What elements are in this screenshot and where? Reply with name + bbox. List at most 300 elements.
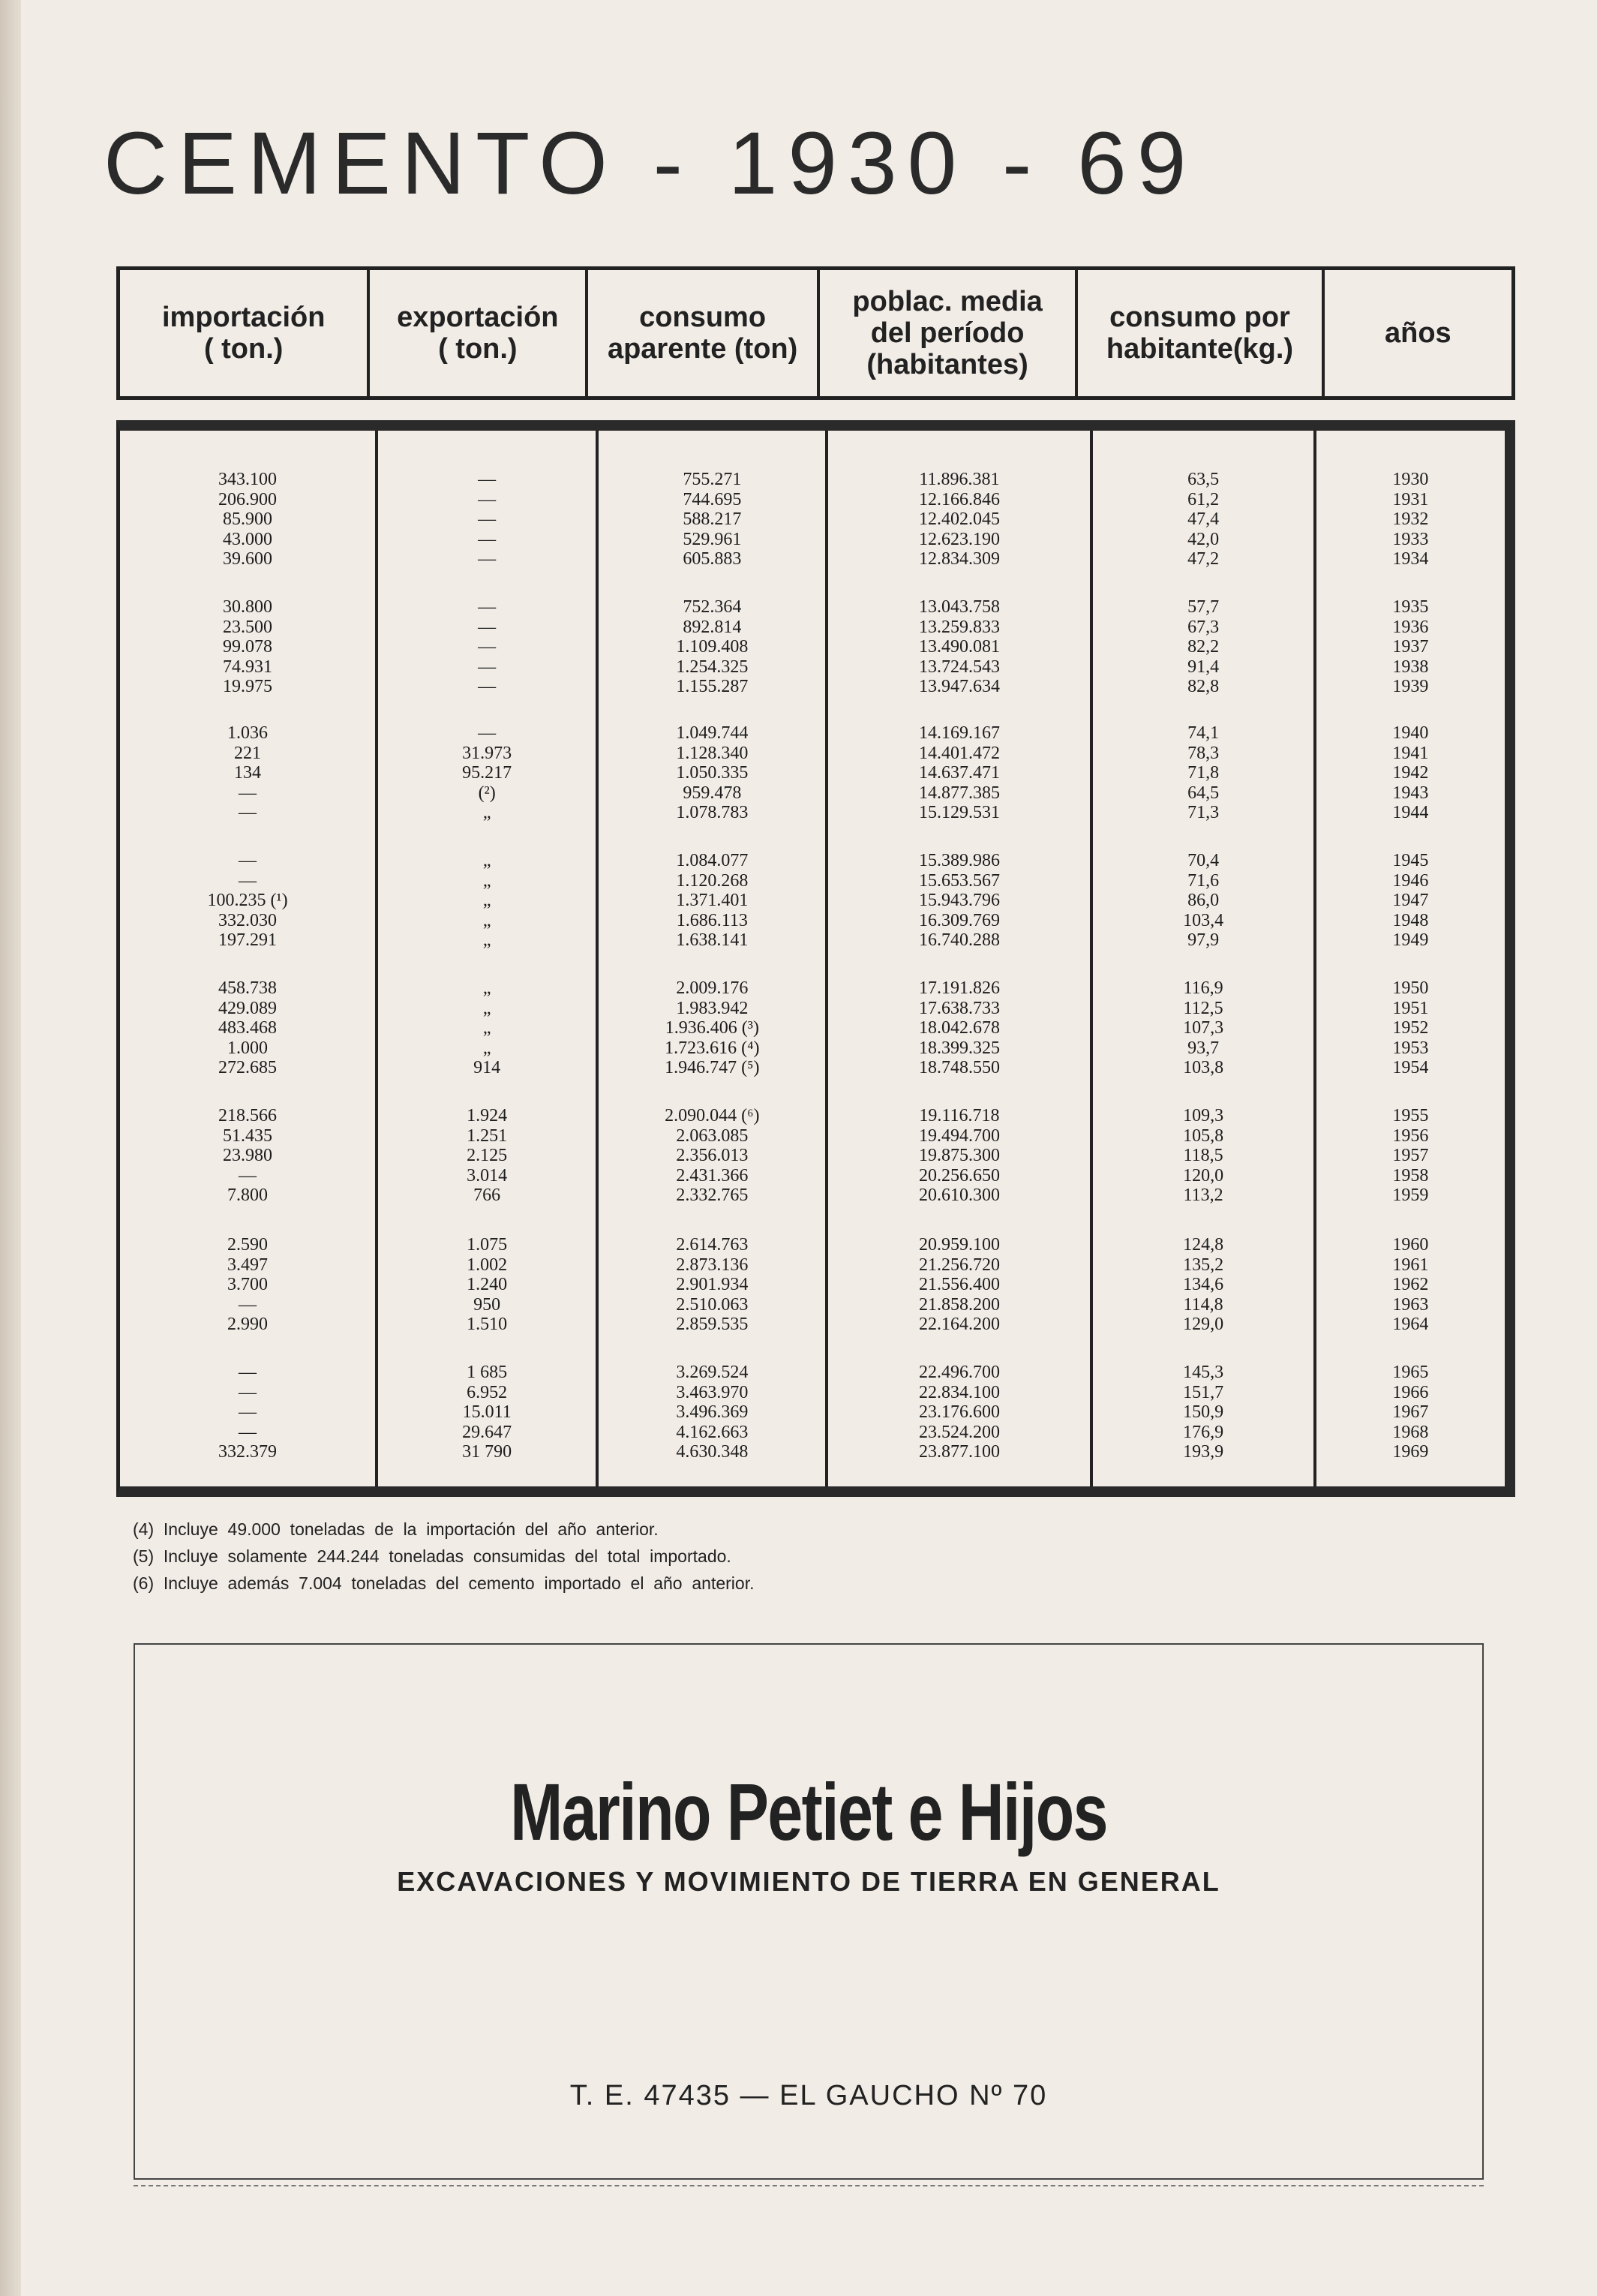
table-cell: 23.500 [223, 617, 273, 637]
table-cell: 1.000 [227, 1038, 269, 1058]
year-block [599, 1235, 825, 1335]
table-cell: — [478, 657, 497, 677]
table-cell: 71,3 [1187, 803, 1220, 822]
table-cell: 1931 [1392, 489, 1429, 509]
year-block [599, 1363, 825, 1462]
table-cell: „ [482, 910, 491, 930]
table-cell: — [478, 489, 497, 509]
year-block [1093, 597, 1313, 697]
table-cell: 47,2 [1187, 549, 1220, 569]
header-consumo-aparente: consumo aparente (ton) [588, 270, 820, 396]
table-cell: 1952 [1392, 1018, 1429, 1038]
table-cell: „ [482, 978, 491, 998]
table-cell: 12.834.309 [918, 549, 1000, 569]
table-cell: 1.946.747 (⁵) [665, 1058, 760, 1077]
table-cell: 1938 [1392, 657, 1429, 677]
table-cell: 93,7 [1187, 1038, 1220, 1058]
table-cell: — [239, 1165, 257, 1186]
table-cell: 1933 [1392, 529, 1429, 549]
table-cell: „ [482, 851, 491, 870]
table-cell: 343.100 [218, 470, 278, 489]
year-block [1093, 1106, 1313, 1206]
year-block [828, 851, 1090, 951]
year-block [1093, 1235, 1313, 1335]
year-block [1093, 470, 1313, 569]
table-cell: 12.166.846 [918, 489, 1000, 509]
table-cell: 2.510.063 [676, 1294, 749, 1315]
table-cell: 744.695 [683, 489, 742, 509]
year-block [1316, 597, 1505, 697]
table-cell: 16.309.769 [918, 910, 1000, 930]
table-cell: 1944 [1392, 803, 1429, 822]
year-block [378, 470, 596, 569]
table-cell: 71,8 [1187, 763, 1220, 783]
table-cell: — [239, 1422, 257, 1442]
table-cell: „ [482, 998, 491, 1018]
table-cell: 15.011 [462, 1402, 512, 1422]
table-cell: 197.291 [218, 930, 278, 950]
year-block [599, 597, 825, 697]
table-cell: 15.389.986 [918, 851, 1000, 870]
table-cell: — [239, 851, 257, 870]
table-cell: 57,7 [1187, 597, 1220, 617]
table-cell: 39.600 [223, 549, 273, 569]
table-cell: 1967 [1392, 1402, 1429, 1422]
table-cell: 193,9 [1183, 1442, 1224, 1462]
table-cell: 151,7 [1183, 1382, 1224, 1402]
table-cell: 1.251 [467, 1125, 508, 1146]
table-cell: 22.834.100 [918, 1382, 1000, 1402]
year-block [120, 597, 375, 697]
table-cell: 20.610.300 [918, 1186, 1000, 1205]
table-cell: 1943 [1392, 783, 1429, 803]
table-cell: 1.510 [467, 1315, 508, 1334]
table-cell: 1946 [1392, 870, 1429, 891]
table-cell: 2.009.176 [676, 978, 749, 998]
table-cell: 766 [473, 1186, 501, 1205]
advertisement-box [134, 1643, 1484, 2180]
table-cell: 892.814 [683, 617, 742, 637]
table-cell: 1.084.077 [676, 851, 749, 870]
table-cell: 1954 [1392, 1058, 1429, 1077]
table-cell: 15.129.531 [918, 803, 1000, 822]
table-cell: 51.435 [223, 1125, 273, 1146]
table-cell: „ [482, 930, 491, 950]
table-cell: 3.497 [227, 1255, 269, 1275]
table-cell: 12.623.190 [918, 529, 1000, 549]
table-cell: 1940 [1392, 723, 1429, 743]
column-anos [1316, 431, 1505, 1486]
table-cell: — [478, 637, 497, 657]
table-cell: „ [482, 803, 491, 822]
table-cell: 1.686.113 [676, 910, 748, 930]
table-cell: 1950 [1392, 978, 1429, 998]
table-cell: 135,2 [1183, 1255, 1224, 1275]
year-block [828, 597, 1090, 697]
table-cell: 914 [473, 1058, 501, 1077]
table-cell: 1937 [1392, 637, 1429, 657]
table-cell: 2.614.763 [676, 1235, 749, 1255]
year-block [1316, 470, 1505, 569]
table-cell: 1.983.942 [676, 998, 749, 1018]
year-block [378, 1235, 596, 1335]
year-block [1093, 723, 1313, 823]
table-cell: 3.700 [227, 1275, 269, 1294]
table-cell: 6.952 [467, 1382, 508, 1402]
table-cell: 1 685 [467, 1363, 508, 1382]
year-block [120, 1235, 375, 1335]
table-cell: 1.371.401 [676, 891, 749, 910]
year-block [1093, 851, 1313, 951]
table-cell: 61,2 [1187, 489, 1220, 509]
table-cell: — [478, 617, 497, 637]
table-cell: — [239, 803, 257, 822]
table-cell: 1959 [1392, 1186, 1429, 1205]
table-cell: 22.164.200 [918, 1315, 1000, 1334]
table-cell: 13.490.081 [918, 637, 1000, 657]
header-exportacion: exportación ( ton.) [370, 270, 588, 396]
table-cell: 14.637.471 [918, 763, 1000, 783]
table-header [116, 266, 1515, 400]
column-consumo-por-habitante [1093, 431, 1316, 1486]
table-cell: 31.973 [462, 743, 512, 763]
table-cell: — [239, 1294, 257, 1315]
table-cell: 91,4 [1187, 657, 1220, 677]
column-consumo [599, 431, 828, 1486]
dashed-divider [134, 2185, 1484, 2186]
table-cell: — [239, 1382, 257, 1402]
table-cell: 2.332.765 [676, 1186, 749, 1205]
year-block [120, 723, 375, 823]
table-cell: 1.240 [467, 1275, 508, 1294]
table-cell: 588.217 [683, 509, 742, 529]
table-cell: 458.738 [218, 978, 278, 998]
table-cell: 755.271 [683, 470, 742, 489]
table-cell: 31 790 [462, 1442, 512, 1462]
table-cell: 1.049.744 [676, 723, 749, 743]
table-cell: — [478, 677, 497, 696]
table-cell: — [478, 723, 497, 743]
table-cell: 18.042.678 [918, 1018, 1000, 1038]
table-cell: 21.858.200 [918, 1294, 1000, 1315]
table-cell: 134 [234, 763, 262, 783]
year-block [120, 470, 375, 569]
table-cell: 3.269.524 [676, 1363, 749, 1382]
table-cell: 120,0 [1183, 1165, 1224, 1186]
table-cell: 23.877.100 [918, 1442, 1000, 1462]
table-cell: 1966 [1392, 1382, 1429, 1402]
year-block [1093, 978, 1313, 1078]
table-cell: 82,8 [1187, 677, 1220, 696]
table-cell: — [478, 470, 497, 489]
table-cell: 1955 [1392, 1106, 1429, 1125]
table-cell: 17.191.826 [918, 978, 1000, 998]
table-cell: 13.947.634 [918, 677, 1000, 696]
table-cell: 29.647 [462, 1422, 512, 1442]
table-cell: 1969 [1392, 1442, 1429, 1462]
table-cell: 1962 [1392, 1275, 1429, 1294]
table-cell: 1951 [1392, 998, 1429, 1018]
table-cell: 176,9 [1183, 1422, 1224, 1442]
table-cell: 20.256.650 [918, 1165, 1000, 1186]
table-cell: 19.116.718 [919, 1106, 1000, 1125]
table-cell: 332.379 [218, 1442, 278, 1462]
table-cell: 1.128.340 [676, 743, 749, 763]
table-cell: 1930 [1392, 470, 1429, 489]
table-cell: 1945 [1392, 851, 1429, 870]
table-cell: 23.524.200 [918, 1422, 1000, 1442]
table-cell: 2.590 [227, 1235, 269, 1255]
table-cell: 145,3 [1183, 1363, 1224, 1382]
year-block [120, 1363, 375, 1462]
table-cell: 14.169.167 [918, 723, 1000, 743]
table-cell: 17.638.733 [918, 998, 1000, 1018]
year-block [828, 978, 1090, 1078]
advertiser-name: Marino Petiet e Hijos [510, 1766, 1107, 1857]
table-cell: 1949 [1392, 930, 1429, 950]
table-cell: „ [482, 1038, 491, 1058]
header-poblacion-media: poblac. media del período (habitantes) [820, 270, 1078, 396]
table-cell: 1948 [1392, 910, 1429, 930]
table-cell: 483.468 [218, 1018, 278, 1038]
table-cell: 1.109.408 [676, 637, 749, 657]
table-cell: 18.748.550 [918, 1058, 1000, 1077]
year-block [828, 1235, 1090, 1335]
table-cell: 85.900 [223, 509, 273, 529]
table-cell: 4.630.348 [676, 1442, 749, 1462]
table-cell: 2.125 [467, 1146, 508, 1165]
table-cell: 63,5 [1187, 470, 1220, 489]
table-cell: 1.036 [227, 723, 269, 743]
table-cell: 218.566 [218, 1106, 278, 1125]
table-cell: 752.364 [683, 597, 742, 617]
table-cell: 124,8 [1183, 1235, 1224, 1255]
table-cell: 19.975 [223, 677, 273, 696]
table-cell: 2.873.136 [676, 1255, 749, 1275]
table-cell: 11.896.381 [919, 470, 1000, 489]
year-block [599, 1106, 825, 1206]
table-cell: — [478, 549, 497, 569]
advertiser-tagline: EXCAVACIONES Y MOVIMIENTO DE TIERRA EN GENERAL [397, 1866, 1220, 1897]
table-cell: 97,9 [1187, 930, 1220, 950]
table-cell: 134,6 [1183, 1275, 1224, 1294]
header-anos: años [1385, 317, 1451, 349]
table-cell: — [239, 870, 257, 891]
table-cell: 3.496.369 [676, 1402, 749, 1422]
page-title: CEMENTO - 1930 - 69 [104, 114, 1197, 213]
table-cell: 1.155.287 [676, 677, 749, 696]
table-cell: 1932 [1392, 509, 1429, 529]
year-block [378, 597, 596, 697]
table-cell: — [239, 1363, 257, 1382]
table-cell: 1.254.325 [676, 657, 749, 677]
table-cell: 529.961 [683, 529, 742, 549]
table-cell: 1964 [1392, 1315, 1429, 1334]
table-cell: 1.723.616 (⁴) [665, 1038, 760, 1058]
table-cell: 3.463.970 [676, 1382, 749, 1402]
year-block [378, 723, 596, 823]
year-block [828, 723, 1090, 823]
year-block [828, 1363, 1090, 1462]
table-cell: 221 [234, 743, 262, 763]
table-cell: 206.900 [218, 489, 278, 509]
year-block [1316, 851, 1505, 951]
year-block [378, 1106, 596, 1206]
table-cell: 1957 [1392, 1146, 1429, 1165]
table-cell: „ [482, 1018, 491, 1038]
footnotes [133, 1516, 754, 1597]
table-cell: 13.043.758 [918, 597, 1000, 617]
footnote-6: (6) Incluye además 7.004 toneladas del cemento importado el año anterior. [133, 1573, 755, 1593]
table-cell: 1.075 [467, 1235, 508, 1255]
year-block [1316, 1363, 1505, 1462]
year-block [1316, 1235, 1505, 1335]
page-spine-shadow [0, 0, 21, 2296]
footnote-5: (5) Incluye solamente 244.244 toneladas consumidas del total importado. [133, 1546, 731, 1566]
table-cell: 103,8 [1183, 1058, 1224, 1077]
table-cell: 1947 [1392, 891, 1429, 910]
table-cell: 21.256.720 [918, 1255, 1000, 1275]
table-cell: 116,9 [1183, 978, 1223, 998]
table-cell: — [478, 529, 497, 549]
table-cell: 15.653.567 [918, 870, 1000, 891]
table-cell: 19.875.300 [918, 1146, 1000, 1165]
year-block [378, 851, 596, 951]
table-cell: 12.402.045 [918, 509, 1000, 529]
table-cell: 1965 [1392, 1363, 1429, 1382]
table-cell: 1963 [1392, 1294, 1429, 1315]
table-cell: 43.000 [223, 529, 273, 549]
year-block [599, 851, 825, 951]
table-cell: 20.959.100 [918, 1235, 1000, 1255]
table-cell: 3.014 [467, 1165, 508, 1186]
table-cell: 112,5 [1183, 998, 1223, 1018]
table-cell: 1953 [1392, 1038, 1429, 1058]
table-cell: 605.883 [683, 549, 742, 569]
table-cell: 150,9 [1183, 1402, 1224, 1422]
table-cell: 64,5 [1187, 783, 1220, 803]
year-block [1316, 723, 1505, 823]
table-cell: 16.740.288 [918, 930, 1000, 950]
table-cell: 7.800 [227, 1186, 269, 1205]
table-cell: 332.030 [218, 910, 278, 930]
table-cell: — [478, 509, 497, 529]
footnote-4: (4) Incluye 49.000 toneladas de la importación del año anterior. [133, 1519, 659, 1539]
year-block [599, 978, 825, 1078]
table-cell: 1936 [1392, 617, 1429, 637]
table-cell: 1.924 [467, 1106, 508, 1125]
table-cell: 113,2 [1183, 1186, 1223, 1205]
table-cell: 23.176.600 [918, 1402, 1000, 1422]
table-cell: 86,0 [1187, 891, 1220, 910]
table-cell: 74,1 [1187, 723, 1220, 743]
table-cell: — [239, 783, 257, 803]
column-exportacion [378, 431, 599, 1486]
table-cell: 1956 [1392, 1125, 1429, 1146]
table-cell: 959.478 [683, 783, 742, 803]
table-cell: 950 [473, 1294, 501, 1315]
year-block [599, 470, 825, 569]
table-cell: 2.990 [227, 1315, 269, 1334]
table-body [116, 420, 1515, 1497]
table-cell: 95.217 [462, 763, 512, 783]
table-cell: 429.089 [218, 998, 278, 1018]
table-cell: 1.120.268 [676, 870, 749, 891]
table-cell: 70,4 [1187, 851, 1220, 870]
year-block [1316, 1106, 1505, 1206]
table-cell: 118,5 [1183, 1146, 1223, 1165]
table-cell: 99.078 [223, 637, 273, 657]
table-cell: 67,3 [1187, 617, 1220, 637]
year-block [1316, 978, 1505, 1078]
table-cell: 13.724.543 [918, 657, 1000, 677]
table-cell: 129,0 [1183, 1315, 1224, 1334]
table-cell: 14.401.472 [918, 743, 1000, 763]
table-cell: — [478, 597, 497, 617]
table-cell: 2.063.085 [676, 1125, 749, 1146]
year-block [828, 470, 1090, 569]
year-block [120, 978, 375, 1078]
table-cell: 21.556.400 [918, 1275, 1000, 1294]
table-cell: 78,3 [1187, 743, 1220, 763]
table-cell: 1961 [1392, 1255, 1429, 1275]
table-cell: 30.800 [223, 597, 273, 617]
table-cell: 1941 [1392, 743, 1429, 763]
table-cell: 2.356.013 [676, 1146, 749, 1165]
table-cell: — [239, 1402, 257, 1422]
year-block [378, 978, 596, 1078]
table-cell: 1958 [1392, 1165, 1429, 1186]
table-cell: 2.859.535 [676, 1315, 749, 1334]
table-cell: 1935 [1392, 597, 1429, 617]
table-cell: 103,4 [1183, 910, 1224, 930]
year-block [120, 851, 375, 951]
table-cell: 1.936.406 (³) [665, 1018, 759, 1038]
table-cell: 4.162.663 [676, 1422, 749, 1442]
table-cell: „ [482, 891, 491, 910]
table-cell: 1942 [1392, 763, 1429, 783]
table-cell: 23.980 [223, 1146, 273, 1165]
table-cell: 109,3 [1183, 1106, 1224, 1125]
year-block [599, 723, 825, 823]
year-block [120, 1106, 375, 1206]
table-cell: „ [482, 870, 491, 891]
advertiser-contact: T. E. 47435 — EL GAUCHO Nº 70 [569, 2080, 1048, 2111]
table-cell: 114,8 [1183, 1294, 1223, 1315]
table-cell: 2.431.366 [676, 1165, 749, 1186]
header-importacion: importación ( ton.) [120, 270, 370, 396]
table-cell: 14.877.385 [918, 783, 1000, 803]
table-cell: 1939 [1392, 677, 1429, 696]
table-cell: 1.078.783 [676, 803, 749, 822]
table-cell: 1934 [1392, 549, 1429, 569]
table-cell: 22.496.700 [918, 1363, 1000, 1382]
year-block [828, 1106, 1090, 1206]
header-consumo-por-habitante: consumo por habitante(kg.) [1078, 270, 1324, 396]
table-cell: 1.050.335 [676, 763, 749, 783]
year-block [1093, 1363, 1313, 1462]
table-cell: (²) [478, 783, 496, 803]
table-cell: 42,0 [1187, 529, 1220, 549]
table-cell: 100.235 (¹) [207, 891, 288, 910]
column-poblacion [828, 431, 1093, 1486]
table-cell: 18.399.325 [918, 1038, 1000, 1058]
table-cell: 15.943.796 [918, 891, 1000, 910]
table-cell: 74.931 [223, 657, 273, 677]
table-cell: 71,6 [1187, 870, 1220, 891]
table-cell: 2.090.044 (⁶) [665, 1106, 760, 1125]
table-cell: 2.901.934 [676, 1275, 749, 1294]
